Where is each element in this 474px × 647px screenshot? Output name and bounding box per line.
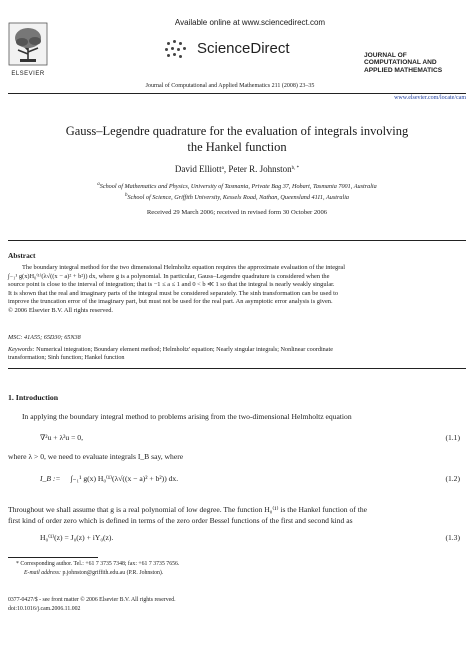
abstract-line: improve the truncation error of the imaginary part, but must not be used for the real part. An asymptotic error analysis is given. <box>8 298 333 306</box>
paragraph: where λ > 0, we need to evaluate integrals I_B say, where <box>8 452 184 461</box>
email-label: E-mail address: <box>24 570 61 576</box>
equation-number: (1.2) <box>445 474 460 483</box>
abstract-line: ∫₋₁¹ g(x)H₀⁽¹⁾(λ√((x − a)² + b²)) dx, where g is a polynomial. In particular, Gauss–Legendre quadrature is considered when the <box>8 272 330 280</box>
equation-3: H₀⁽¹⁾(z) = J₀(z) + iY₀(z). <box>40 533 114 542</box>
footnote-email <box>24 570 163 577</box>
journal-title-line: APPLIED MATHEMATICS <box>364 66 443 74</box>
email-address: p.johnston@griffith.edu.au (P.R. Johnston). <box>62 570 164 576</box>
keywords-line2: transformation; Sinh function; Hankel function <box>8 354 125 362</box>
elsevier-logo <box>8 22 48 77</box>
elsevier-tree-icon <box>8 22 48 66</box>
keywords <box>8 346 466 362</box>
abstract-heading: Abstract <box>8 251 36 260</box>
paragraph-line: first kind of order zero which is defined in terms of the zero order Bessel functions of the first and second kind as <box>8 515 353 525</box>
equation-2 <box>40 474 178 485</box>
journal-url[interactable] <box>354 95 466 101</box>
paragraph: In applying the boundary integral method to problems arising from the two-dimensional Helmholtz equation <box>22 412 352 421</box>
authors <box>10 164 464 174</box>
affiliation-b: $^b$School of Science, Griffith University, Kessels Road, Nathan, Queensland 4111, Australia <box>124 192 350 201</box>
affiliation-a: $^a$School of Mathematics and Physics, University of Tasmania, Private Bag 37, Hobart, Tasmania 7001, Australia <box>97 182 377 190</box>
header-rule <box>8 93 466 94</box>
author-name: Peter R. Johnston <box>228 164 292 174</box>
journal-title-line: COMPUTATIONAL AND <box>364 59 437 67</box>
section-heading: 1. Introduction <box>8 393 59 402</box>
abstract-copyright: © 2006 Elsevier B.V. All rights reserved. <box>8 306 114 314</box>
affiliations <box>60 181 414 203</box>
footnote-corresponding: * Corresponding author. Tel.: +61 7 3735 7348; fax: +61 7 3735 7656. <box>16 561 180 567</box>
abstract-line: It is shown that the real and imaginary parts of the integral must be considered separately. The sinh transformation can be used to <box>8 289 339 297</box>
article-title-line1: Gauss–Legendre quadrature for the evaluation of integrals involving <box>65 124 409 138</box>
footer-copyright: 0377-0427/$ - see front matter © 2006 Elsevier B.V. All rights reserved. <box>8 597 176 603</box>
journal-citation: Journal of Computational and Applied Mathematics 211 (2008) 23–35 <box>145 83 315 89</box>
equation-number: (1.3) <box>445 533 460 542</box>
journal-url-link[interactable]: www.elsevier.com/locate/cam <box>394 95 466 101</box>
author-separator: , <box>223 164 229 174</box>
author-name: David Elliott <box>174 164 222 174</box>
keywords-label: Keywords: <box>8 346 35 353</box>
received-dates: Received 29 March 2006; received in revised form 30 October 2006 <box>146 209 328 216</box>
paragraph <box>8 505 466 526</box>
abstract-line: The boundary integral method for the two dimensional Helmholtz equation requires the approximate evaluation of the integral <box>22 264 345 271</box>
abstract-rule-top <box>8 240 466 241</box>
equation-lhs: I_B := <box>40 474 61 483</box>
abstract-body <box>8 264 466 316</box>
equation-1: ∇²u + λ²u = 0, <box>40 433 83 442</box>
author-sup: a <box>221 166 224 171</box>
author-sup: b, * <box>291 166 300 171</box>
article-title-line2: the Hankel function <box>187 140 287 154</box>
sciencedirect-logo <box>163 38 313 64</box>
sciencedirect-dots-icon <box>163 38 199 62</box>
sciencedirect-brand: ScienceDirect <box>197 40 290 57</box>
footer-doi: doi:10.1016/j.cam.2006.11.002 <box>8 606 81 612</box>
equation-number: (1.1) <box>445 433 460 442</box>
affiliation-sup: b <box>124 192 128 198</box>
publisher-name: ELSEVIER <box>11 71 45 77</box>
abstract-line: source point is close to the interval of integration; that is −1 ≤ a ≤ 1 and 0 < b ≪ 1 so that the integral is nearly weakly singular. <box>8 281 335 289</box>
abstract-rule-bottom <box>8 368 466 369</box>
article-title <box>10 123 464 155</box>
msc-codes: MSC: 41A55; 65D30; 65N38 <box>8 334 81 341</box>
journal-title-line: JOURNAL OF <box>364 52 407 59</box>
paragraph-line: Throughout we shall assume that g is a real polynomial of low degree. The function H₀⁽¹⁾ is the Hankel function of the <box>8 505 368 514</box>
available-online-text: Available online at www.sciencedirect.com <box>174 18 326 27</box>
footnote-rule <box>8 557 98 558</box>
affiliation-sup: a <box>97 182 100 187</box>
equation-rhs: ∫₋₁¹ g(x) H₀⁽¹⁾(λ√((x − a)² + b²)) dx. <box>70 474 179 483</box>
journal-title <box>364 52 464 74</box>
keywords-text: Numerical integration; Boundary element method; Helmholtz' equation; Nearly singular integrals; Nonlinear coordinate <box>34 346 333 353</box>
